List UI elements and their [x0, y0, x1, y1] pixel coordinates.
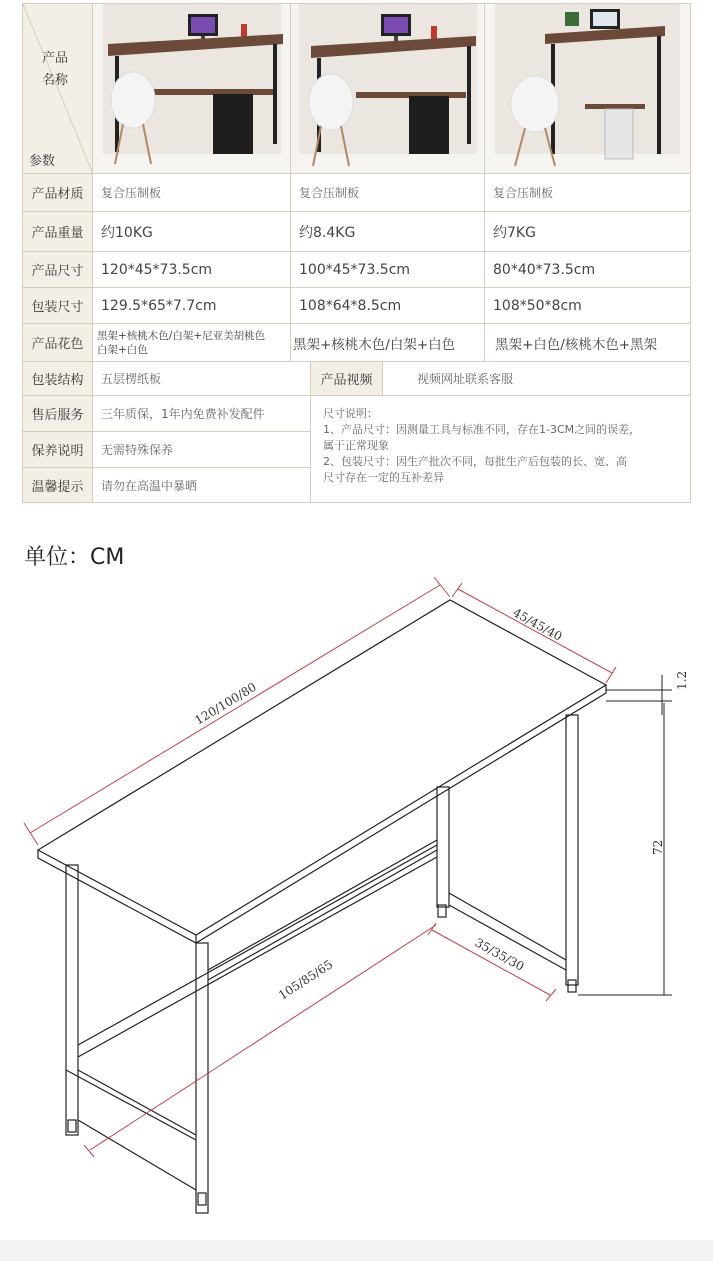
cell-value: 五层楞纸板 [93, 362, 311, 395]
note-line: 2、包装尺寸：因生产批次不同，每批生产后包装的长、宽、高 [323, 455, 627, 468]
note-line: 尺寸说明： [323, 407, 378, 420]
note-line: 1、产品尺寸：因测量工具与标准不同，存在1-3CM之间的误差， [323, 423, 641, 436]
desk-dimension-diagram [0, 575, 713, 1235]
row-size [23, 252, 690, 288]
cell-value: 约7KG [493, 224, 536, 241]
row-label: 售后服务 [23, 396, 93, 431]
cell-value: 129.5*65*7.7cm [93, 288, 291, 323]
cell-value: 108*50*8cm [493, 297, 582, 314]
note-line: 尺寸存在一定的互补差异 [323, 471, 444, 484]
row-label: 温馨提示 [23, 468, 93, 502]
cell-value: 复合压制板 [291, 174, 485, 211]
cell-value: 请勿在高温中暴晒 [93, 468, 311, 502]
unit-label: 单位：CM [24, 545, 125, 570]
row-after-sale [23, 396, 311, 432]
cell-value: 复合压制板 [93, 174, 291, 211]
row-label: 保养说明 [23, 432, 93, 467]
row-care [23, 432, 311, 468]
row-weight [23, 212, 690, 252]
cell-value: 复合压制板 [493, 186, 554, 200]
row-tips [23, 468, 311, 502]
row-label: 包装尺寸 [23, 288, 93, 323]
size-notes [311, 396, 690, 503]
video-label: 产品视频 [311, 362, 383, 395]
cell-value: 108*64*8.5cm [291, 288, 485, 323]
dim-height: 72 [651, 839, 665, 855]
header-corner [23, 4, 93, 174]
row-label: 产品尺寸 [23, 252, 93, 287]
row-label: 产品花色 [23, 324, 93, 361]
cell-value: 100*45*73.5cm [291, 252, 485, 287]
cell-value: 120*45*73.5cm [93, 252, 291, 287]
cell-value: 约10KG [93, 212, 291, 251]
tabletop-top [38, 600, 606, 935]
dim-foot-depth: 35/35/30 [472, 935, 527, 974]
cell-value: 三年质保，1年内免费补发配件 [93, 396, 311, 431]
cell-value: 无需特殊保养 [93, 432, 311, 467]
row-label: 产品重量 [23, 212, 93, 251]
row-color [23, 324, 690, 362]
dim-inner-length: 105/85/65 [276, 957, 336, 1003]
row-label: 包装结构 [23, 362, 93, 395]
header-product-name: 产品 名称 [41, 51, 68, 88]
cell-value: 黑架+核桃木色/白架+白色 [291, 324, 485, 361]
note-line: 属于正常现象 [323, 439, 389, 452]
product-photo-120 [93, 4, 291, 174]
spec-table [22, 3, 691, 503]
header-param: 参数 [29, 154, 56, 169]
cell-value: 黑架+白色/核桃木色+黑架 [495, 336, 658, 353]
bottom-bar [0, 1240, 713, 1261]
cell-value: 黑架+核桃木色/白架+尼亚美胡桃色 白架+白色 [93, 324, 291, 361]
row-label: 产品材质 [23, 174, 93, 211]
cell-value: 约8.4KG [291, 212, 485, 251]
dim-thickness: 1.2 [675, 670, 689, 690]
dim-depth: 45/45/40 [510, 605, 565, 644]
row-pack-size [23, 288, 690, 324]
product-photo-100 [291, 4, 485, 174]
product-photo-80 [485, 4, 690, 174]
row-pack-struct [23, 362, 690, 396]
cell-value: 80*40*73.5cm [493, 261, 596, 278]
video-value: 视频网址联系客服 [417, 372, 514, 386]
dim-length: 120/100/80 [192, 679, 259, 728]
row-material [23, 174, 690, 212]
